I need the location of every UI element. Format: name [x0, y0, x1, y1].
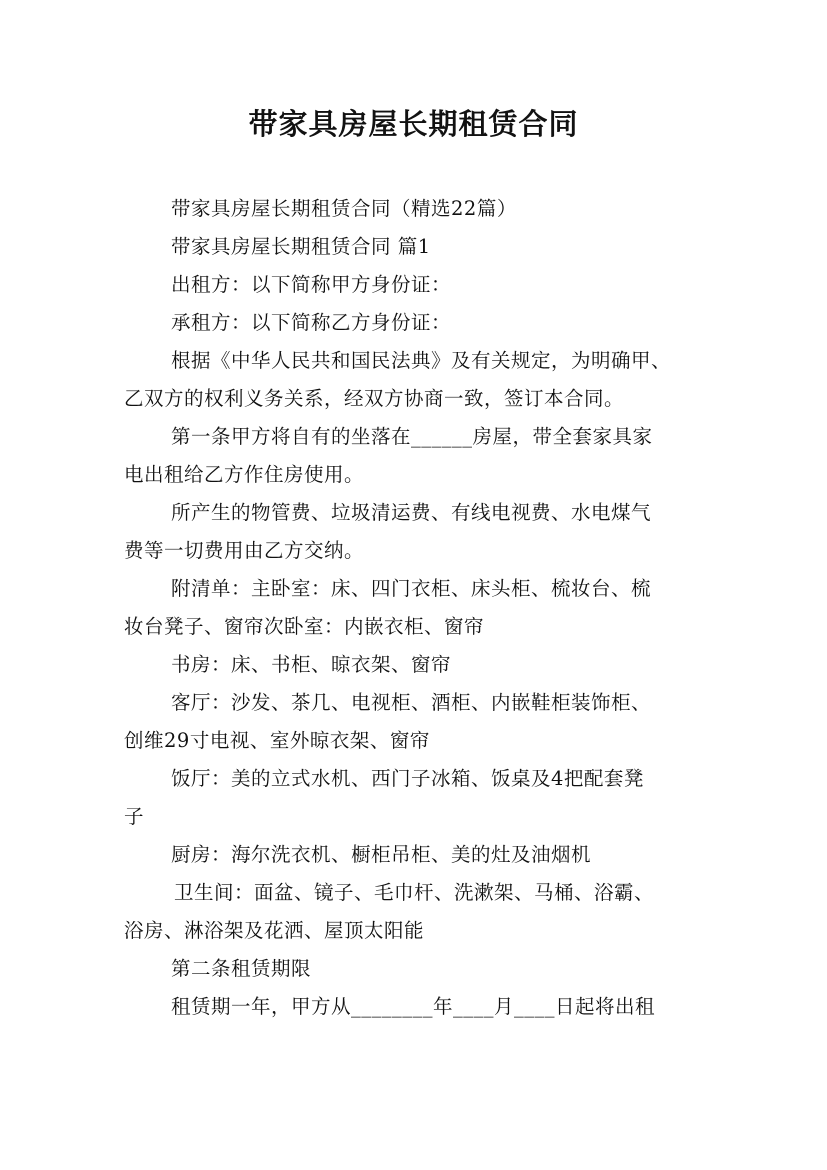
paragraph-line: 乙双方的权利义务关系，经双方协商一致，签订本合同。	[124, 387, 625, 410]
paragraph-line: 租赁期一年，甲方从________年____月____日起将出租	[171, 995, 656, 1018]
paragraph-line: 卫生间：面盆、镜子、毛巾杆、洗漱架、马桶、浴霸、	[174, 881, 655, 904]
paragraph-line: 书房：床、书柜、晾衣架、窗帘	[171, 653, 452, 676]
paragraph-line: 附清单：主卧室：床、四门衣柜、床头柜、梳妆台、梳	[171, 577, 652, 600]
paragraph-line: 创维29寸电视、室外晾衣架、窗帘	[124, 729, 430, 752]
paragraph-line: 所产生的物管费、垃圾清运费、有线电视费、水电煤气	[171, 501, 652, 524]
paragraph-line: 承租方：以下简称乙方身份证：	[171, 311, 452, 334]
paragraph-line: 费等一切费用由乙方交纳。	[124, 539, 365, 562]
document-body	[124, 190, 716, 1026]
paragraph-line: 浴房、淋浴架及花洒、屋顶太阳能	[124, 919, 425, 942]
paragraph-line: 厨房：海尔洗衣机、橱柜吊柜、美的灶及油烟机	[171, 843, 592, 866]
paragraph-line: 客厅：沙发、茶几、电视柜、酒柜、内嵌鞋柜装饰柜、	[171, 691, 652, 714]
paragraph-line: 子	[124, 805, 145, 828]
paragraph-line: 饭厅：美的立式水机、西门子冰箱、饭桌及4把配套凳	[171, 767, 644, 790]
document-title: 带家具房屋长期租赁合同	[248, 107, 579, 141]
paragraph-line: 带家具房屋长期租赁合同 篇1	[171, 235, 431, 258]
paragraph-line: 根据《中华人民共和国民法典》及有关规定，为明确甲、	[171, 349, 672, 372]
paragraph-line: 第二条租赁期限	[171, 957, 312, 980]
paragraph-line: 电出租给乙方作住房使用。	[124, 463, 365, 486]
paragraph-line: 出租方：以下简称甲方身份证：	[171, 273, 452, 296]
paragraph-line: 带家具房屋长期租赁合同（精选22篇）	[171, 197, 517, 220]
paragraph-line: 第一条甲方将自有的坐落在______房屋，带全套家具家	[171, 425, 653, 448]
paragraph-line: 妆台凳子、窗帘次卧室：内嵌衣柜、窗帘	[124, 615, 485, 638]
